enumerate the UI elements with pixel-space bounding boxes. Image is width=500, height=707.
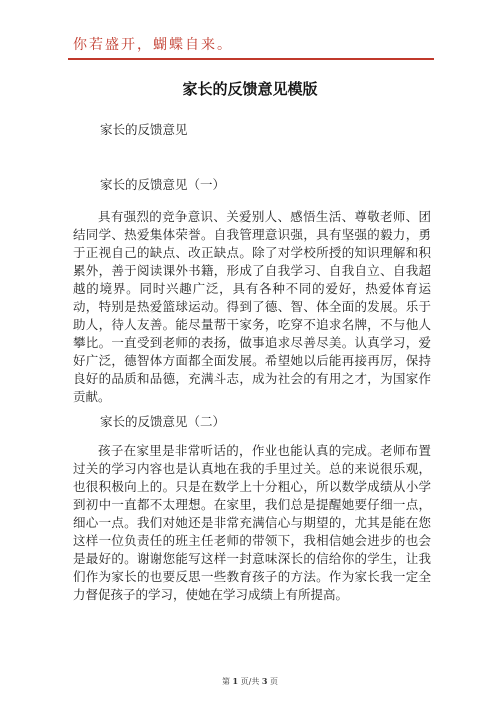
footer-middle: 页/共 (240, 677, 260, 686)
section-2-heading: 家长的反馈意见（二） (100, 414, 226, 429)
section-1-heading: 家长的反馈意见（一） (100, 177, 226, 192)
document-title: 家长的反馈意见模版 (182, 80, 318, 98)
header-divider (68, 58, 434, 60)
footer-suffix: 页 (270, 677, 279, 686)
section-2-body: 孩子在家里是非常听话的，作业也能认真的完成。老师布置过关的学习内容也是认真地在我的手里过关。总的来说很乐观，也很积极向上的。只是在数学上十分粗心，所以数学成绩从小学到初中一直都不太理想。在家里，我们总是提醒她要仔细一点，细心一点。我们对她还是非常充满信心与期望的，尤其是能在您这样一位负责任的班主任老师的带领下，我相信她会进步的也会是最好的。谢谢您能写这样一封意味深长的信给你的学生，让我们作为家长的也要反思一些教育孩子的方法。作为家长我一定全力督促孩子的学习，使她在学习成绩上有所提高。 (73, 443, 431, 602)
footer-prefix: 第 (221, 677, 230, 686)
footer-current-page: 1 (232, 676, 239, 686)
page-footer (0, 676, 500, 687)
header-motto: 你若盛开，蝴蝶自来。 (73, 37, 233, 53)
section-1-body: 具有强烈的竞争意识、关爱别人、感悟生活、尊敬老师、团结同学、热爱集体荣誉。自我管理意识强，具有坚强的毅力，勇于正视自己的缺点、改正缺点。除了对学校所授的知识理解和积累外，善于阅读课外书籍，形成了自我学习、自我自立、自我超越的境界。同时兴趣广泛，具有各种不同的爱好，热爱体育运动，特别是热爱篮球运动。得到了德、智、体全面的发展。乐于助人，待人友善。能尽量帮干家务，吃穿不追求名牌，不与他人攀比。一直受到老师的表扬，做事追求尽善尽美。认真学习，爱好广泛，德智体方面都全面发展。希望她以后能再接再厉，保持良好的品质和品德，充满斗志，成为社会的有用之才，为国家作贡献。 (73, 209, 431, 404)
intro-heading: 家长的反馈意见 (100, 122, 188, 137)
footer-total-pages: 3 (261, 676, 268, 686)
